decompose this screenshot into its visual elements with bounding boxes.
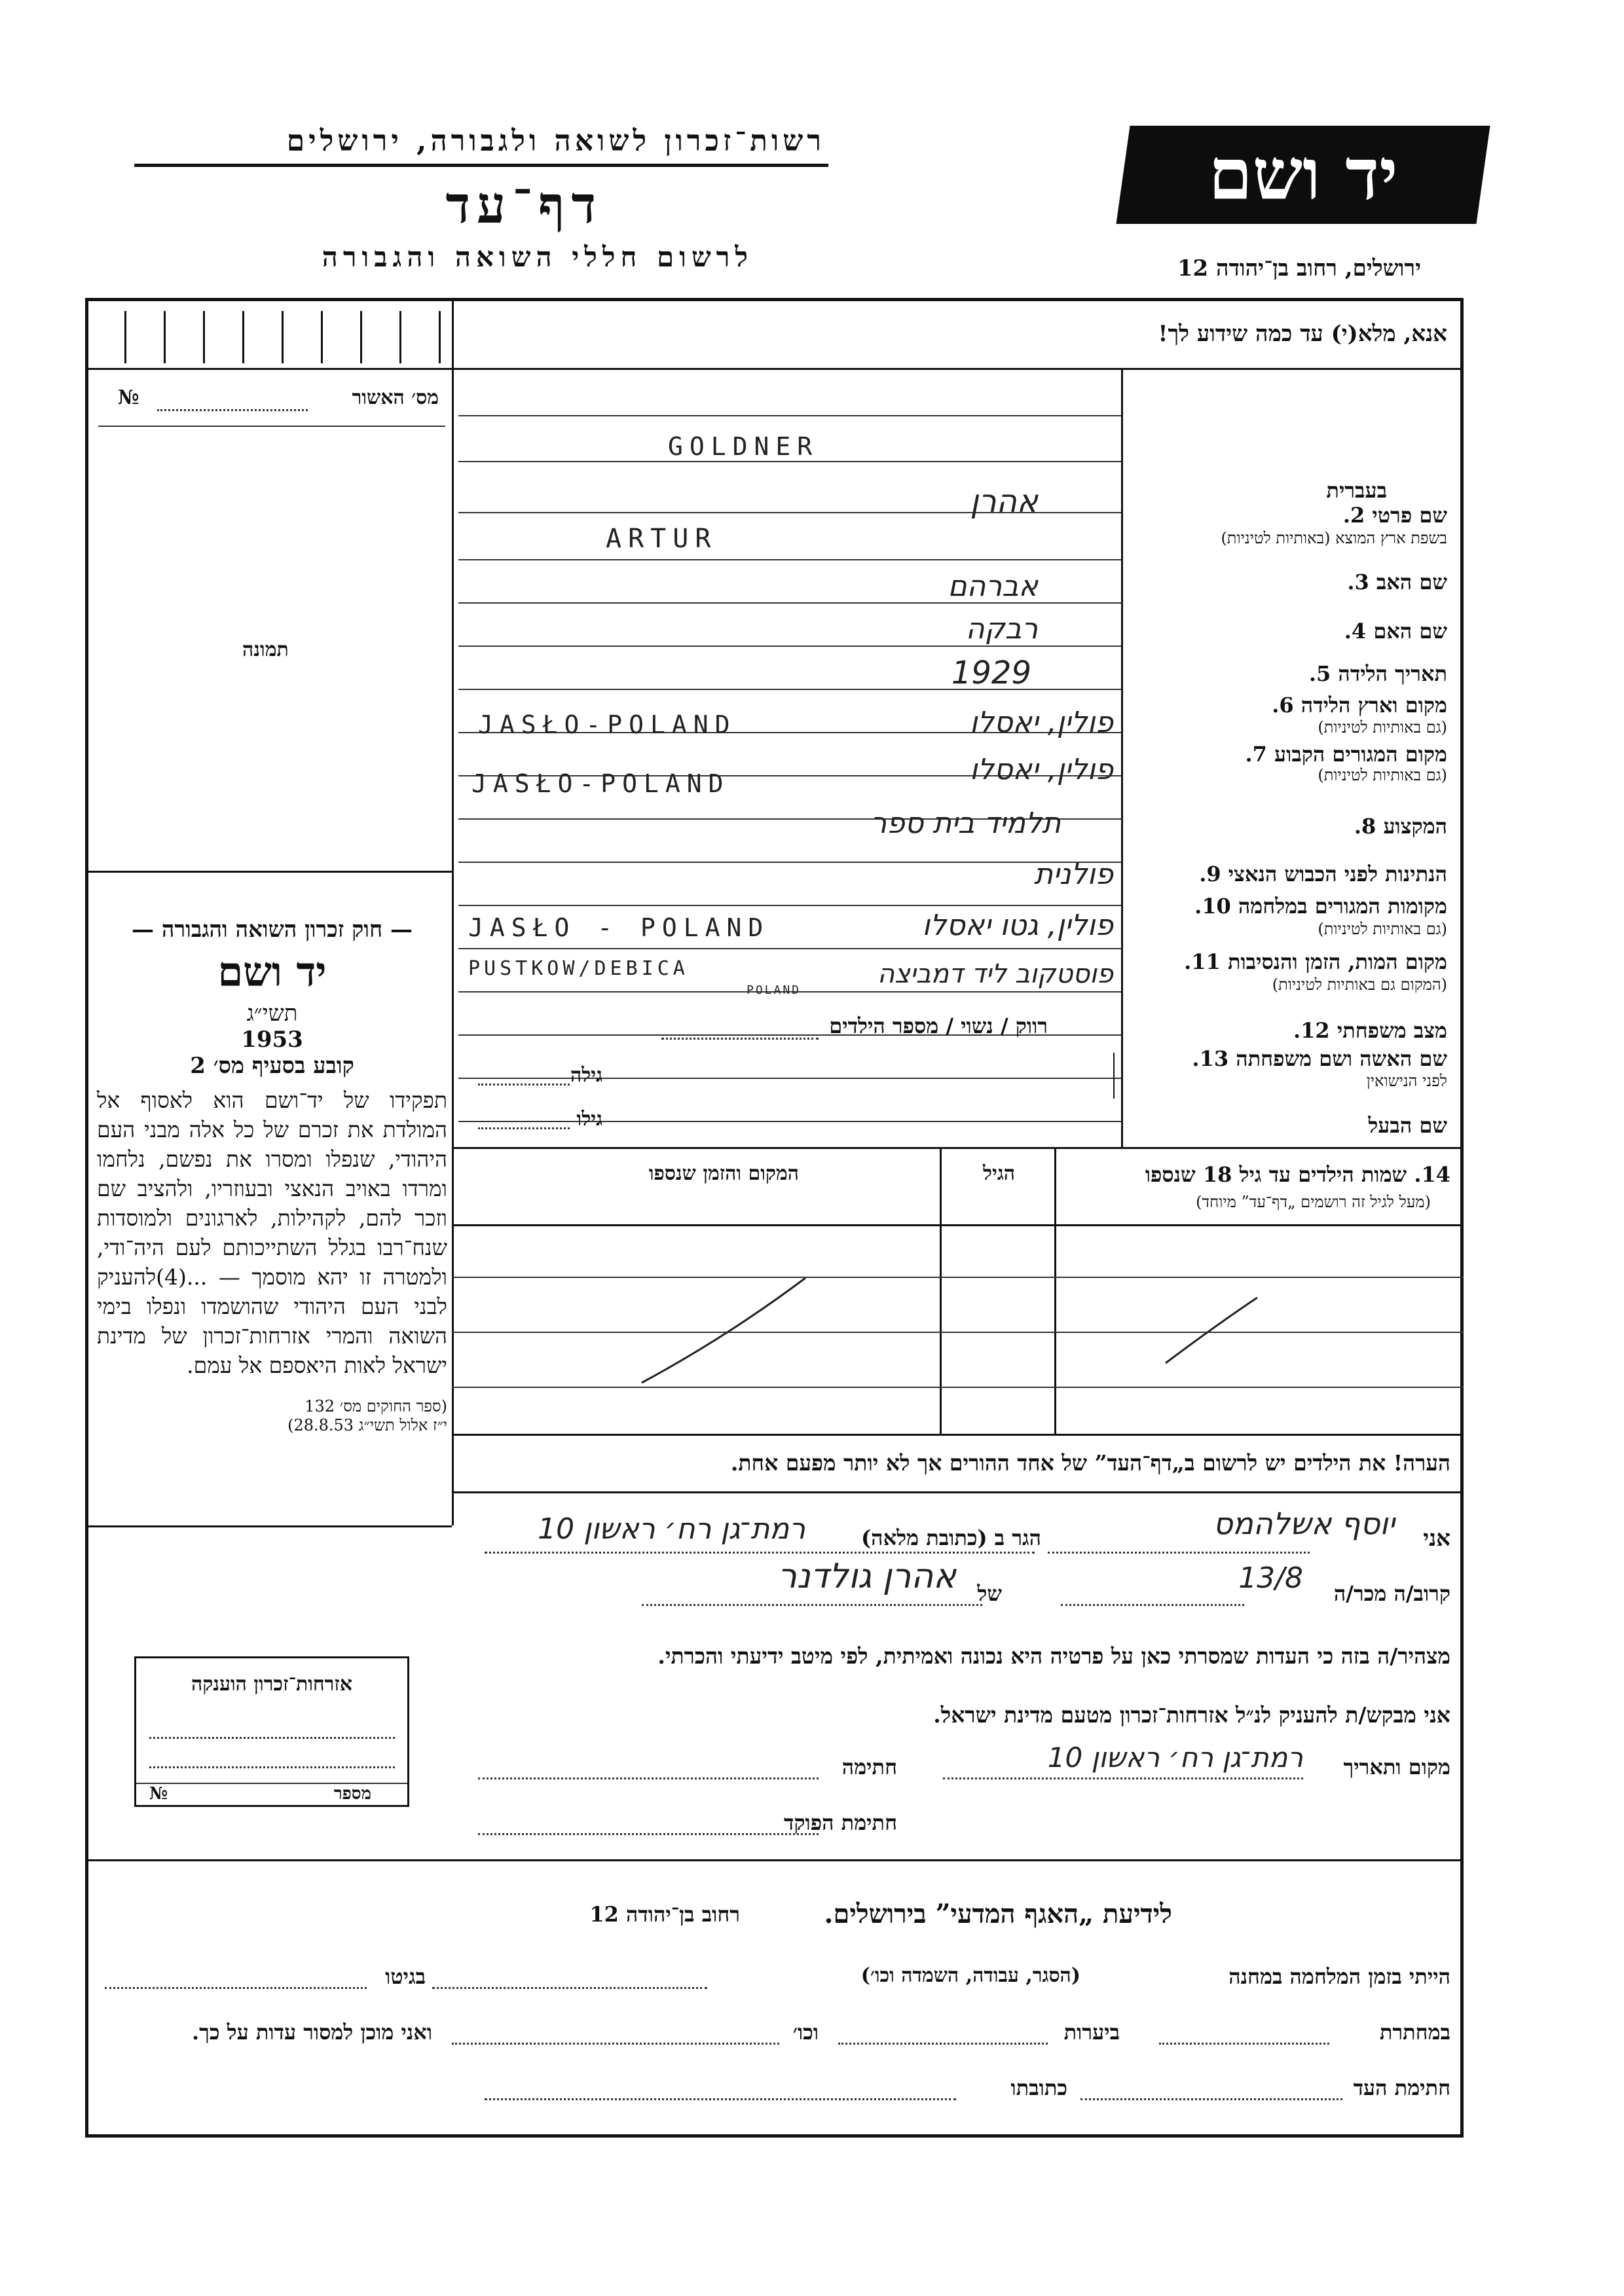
officer-signature-line[interactable] <box>478 1833 819 1835</box>
forests-field[interactable] <box>838 2043 1048 2045</box>
field-12-label: מצב משפחתי 12. <box>1293 1018 1447 1043</box>
citizenship-line-1 <box>149 1737 395 1739</box>
field-2-num: 2. <box>1342 503 1365 528</box>
field-7-label: מקום המגורים הקבוע 7. <box>1245 742 1447 767</box>
field-2-value-lat[interactable]: ARTUR <box>606 524 718 554</box>
note-top-rule <box>452 1434 1464 1436</box>
address-line <box>485 1552 1035 1554</box>
field-11-label: מקום המות, הזמן והנסיבות 11. <box>1184 949 1447 974</box>
signature-line[interactable] <box>478 1777 819 1779</box>
place-date-value[interactable]: רמת־גן רח׳ ראשון 10 <box>1047 1741 1303 1774</box>
left-bottom-rule <box>88 1525 452 1527</box>
archive-line2-a: במחתרת <box>1379 2020 1450 2045</box>
law-ref-2: י״ז אלול תשי״ג 28.8.53) <box>287 1416 447 1434</box>
place-date-line <box>943 1777 1303 1779</box>
law-clause: קובע בסעיף מס׳ 2 <box>190 1053 354 1079</box>
children-count-field[interactable] <box>661 1038 819 1040</box>
field-4-label: שם האם 4. <box>1344 619 1447 644</box>
archive-title: לידיעת „האגף המדעי” בירושלים. <box>824 1899 1172 1929</box>
law-text: תפקידו של יד־ושם הוא לאסוף אל המולדת את זכרם של כל אלה מבני העם היהודי, שנפלו ומסרו את נפשם, נלחמו ומרדו באויב הנאצי ובעוזריו, ולהציב שם וזכר להם, לקהילות, לארגונים ולמוסדות שנח־רבו בגלל השתייכותם לעם היה־ודי, ולמטרה זו יהא מוסמך — ...(4)להעניק לבני העם היהודי שהושמדו ונפלו בימי השואה והמרי אזרחות־זכרון של מדינת ישראל לאות היאספם אל עמם. <box>97 1087 447 1378</box>
witness-address-field[interactable] <box>485 2098 956 2100</box>
field-2-label: שם פרטי <box>1372 503 1447 528</box>
citizenship-line-2 <box>149 1766 395 1768</box>
archive-line1-a: הייתי בזמן המלחמה במחנה <box>1228 1964 1450 1989</box>
archive-line3-b: כתובתו <box>1010 2075 1067 2100</box>
citizenship-title: אזרחות־זכרון הוענקה <box>191 1673 353 1696</box>
field-6-value-lat[interactable]: JASŁO-POLAND <box>478 710 737 739</box>
husband-age-field[interactable] <box>478 1127 570 1129</box>
yad-vashem-logo <box>1116 126 1490 224</box>
authority-name: רשות־זכרון לשואה ולגבורה, ירושלים <box>286 124 825 158</box>
approval-label: מס׳ האשור <box>352 386 439 409</box>
children-crossout <box>452 1147 1464 1435</box>
field-3-label: שם האב 3. <box>1347 570 1447 594</box>
children-age-col: הגיל <box>982 1162 1015 1185</box>
of-label: של <box>977 1581 1002 1606</box>
citizenship-number-label: מספר <box>333 1784 371 1804</box>
declaration-statement: מצהיר/ה בזה כי העדות שמסרתי כאן על פרטיה היא נכונה ואמיתית, לפי מיטב ידיעתי והכרתי. <box>657 1643 1450 1669</box>
field-11-sub: (המקום גם באותיות לטיניות) <box>1272 975 1447 994</box>
field-8-label: המקצוע 8. <box>1354 814 1447 839</box>
intro-instruction: אנא, מלא(י) עד כמה שידוע לך! <box>1158 321 1447 347</box>
field-6-value-he[interactable]: פולין, יאסלו <box>969 706 1113 739</box>
archive-line2-b: ביערות <box>1063 2020 1120 2045</box>
children-label: 14. שמות הילדים עד גיל 18 שנספו <box>1145 1162 1450 1187</box>
wife-age-field[interactable] <box>478 1084 570 1085</box>
field-10-label: מקומות המגורים במלחמה 10. <box>1194 894 1447 919</box>
office-code-boxes <box>98 311 445 363</box>
declarant-address[interactable]: רמת־גן רח׳ ראשון 10 <box>538 1512 805 1546</box>
declarant-i-label: אני <box>1423 1525 1450 1552</box>
field-7-value-lat[interactable]: JASŁO-POLAND <box>471 769 730 798</box>
field-3-value[interactable]: אברהם <box>948 570 1038 603</box>
law-year: 1953 <box>241 1027 303 1053</box>
archive-line2-d: ואני מוכן למסור עדות על כך. <box>191 2020 432 2045</box>
archive-top-rule <box>88 1859 1460 1861</box>
field-2-hebrew-hint: בעברית <box>1326 478 1387 503</box>
field-10-value-he[interactable]: פולין, גטו יאסלו <box>922 909 1113 942</box>
label-column-divider <box>1121 368 1123 1147</box>
witness-signature-field[interactable] <box>1080 2098 1342 2100</box>
law-title: — חוק זכרון השואה והגבורה — <box>132 917 413 943</box>
approval-number-field[interactable] <box>157 409 308 411</box>
form-subtitle: לרשום חללי השואה והגבורה <box>322 241 753 273</box>
husband-label: שם הבעל <box>1368 1113 1447 1138</box>
officer-label: חתימת הפוקד <box>784 1810 897 1835</box>
citizenship-box <box>134 1656 409 1807</box>
field-4-value[interactable]: רבקה <box>965 612 1038 646</box>
field-11-value-he[interactable]: פוסטקוב ליד דמביצה <box>877 959 1113 989</box>
field-11-value-lat2[interactable]: POLAND <box>747 983 802 997</box>
field-8-value[interactable]: תלמיד בית ספר <box>870 807 1061 840</box>
archive-line3-a: חתימת העד <box>1353 2075 1450 2100</box>
field-10-sub: (גם באותיות לטיניות) <box>1318 920 1447 938</box>
underground-field[interactable] <box>1159 2043 1329 2045</box>
relation-line <box>1061 1604 1244 1606</box>
archive-line2-c: וכו׳ <box>792 2020 819 2045</box>
declaration-request: אני מבקש/ת להעניק לנ״ל אזרחות־זכרון מטעם מדינת ישראל. <box>933 1702 1450 1728</box>
archive-line1-c: בגיטו <box>385 1964 426 1989</box>
citizenship-no-sign: № <box>149 1784 168 1804</box>
law-name: יד ושם <box>217 948 327 996</box>
etc-field[interactable] <box>452 2043 779 2045</box>
field-2-value-he[interactable]: אהרן <box>970 483 1038 520</box>
header-rule <box>134 164 828 167</box>
note-bottom-rule <box>452 1491 1464 1493</box>
of-line <box>642 1604 982 1606</box>
husband-age-label: גילו <box>576 1108 602 1131</box>
field-12-options[interactable]: רווק / נשוי / מספר הילדים <box>829 1013 1048 1038</box>
law-year-he: תשי״ג <box>246 1000 298 1027</box>
relative-label: קרוב/ה מכר/ה <box>1333 1581 1450 1606</box>
field-7-value-he[interactable]: פולין, יאסלו <box>969 753 1113 786</box>
header-address: ירושלים, רחוב בן־יהודה 12 <box>1177 255 1421 282</box>
field-1-value-lat[interactable]: GOLDNER <box>668 432 819 461</box>
photo-label: תמונה <box>242 638 289 661</box>
field-6-label: מקום וארץ הלידה 6. <box>1272 693 1447 718</box>
field-10-value-lat[interactable]: JASŁO - POLAND <box>468 913 770 942</box>
law-box <box>97 917 447 1435</box>
field-9-value[interactable]: פולנית <box>1034 858 1113 891</box>
note-text: הערה! את הילדים יש לרשום ב„דף־העד” של אחד ההורים אך לא יותר מפעם אחת. <box>730 1450 1450 1476</box>
law-ref-1: (ספר החוקים מס׳ 132 <box>304 1397 447 1415</box>
field-13-sub: לפני הנישואין <box>1366 1072 1447 1090</box>
signature-label: חתימה <box>841 1755 897 1779</box>
field-5-value[interactable]: 1929 <box>951 655 1031 691</box>
archive-line1-b: (הסגר, עבודה, השמדה וכו׳) <box>860 1964 1080 1987</box>
archive-address: רחוב בן־יהודה 12 <box>589 1902 740 1927</box>
field-6-sub: (גם באותיות לטיניות) <box>1318 718 1447 737</box>
logo-text: יד ושם <box>1208 134 1398 216</box>
wife-age-label: גילה <box>570 1064 602 1087</box>
form-title: דף־עד <box>445 175 602 235</box>
field-11-value-lat[interactable]: PUSTKOW/DEBICA <box>468 957 689 980</box>
declarant-name-line <box>1048 1552 1310 1554</box>
resides-label: הגר ב (כתובת מלאה) <box>861 1525 1041 1550</box>
field-13-label: שם האשה ושם משפחתה 13. <box>1192 1046 1447 1071</box>
camp-field[interactable] <box>432 1987 707 1989</box>
relation-value[interactable]: 13/8 <box>1238 1561 1303 1595</box>
of-value[interactable]: אהרן גולדנר <box>777 1557 956 1596</box>
ghetto-field[interactable] <box>105 1987 367 1989</box>
children-place-col: המקום והזמן שנספו <box>648 1162 799 1185</box>
approval-no-sign: № <box>118 386 139 409</box>
place-date-label: מקום ותאריך <box>1343 1755 1450 1779</box>
declarant-name[interactable]: יוסף אשלהמס <box>1213 1506 1395 1541</box>
wife-divider <box>1113 1053 1115 1099</box>
field-5-label: תאריך הלידה 5. <box>1308 661 1447 686</box>
field-2-sub: בשפת ארץ המוצא (באותיות לטיניות) <box>1221 529 1447 547</box>
field-7-sub: (גם באותיות לטיניות) <box>1318 766 1447 784</box>
photo-bottom-rule <box>88 871 452 873</box>
field-9-label: הנתינות לפני הכבוש הנאצי 9. <box>1199 862 1447 886</box>
children-sub: (מעל לגיל זה רושמים „דף־עד” מיוחד) <box>1196 1193 1431 1211</box>
